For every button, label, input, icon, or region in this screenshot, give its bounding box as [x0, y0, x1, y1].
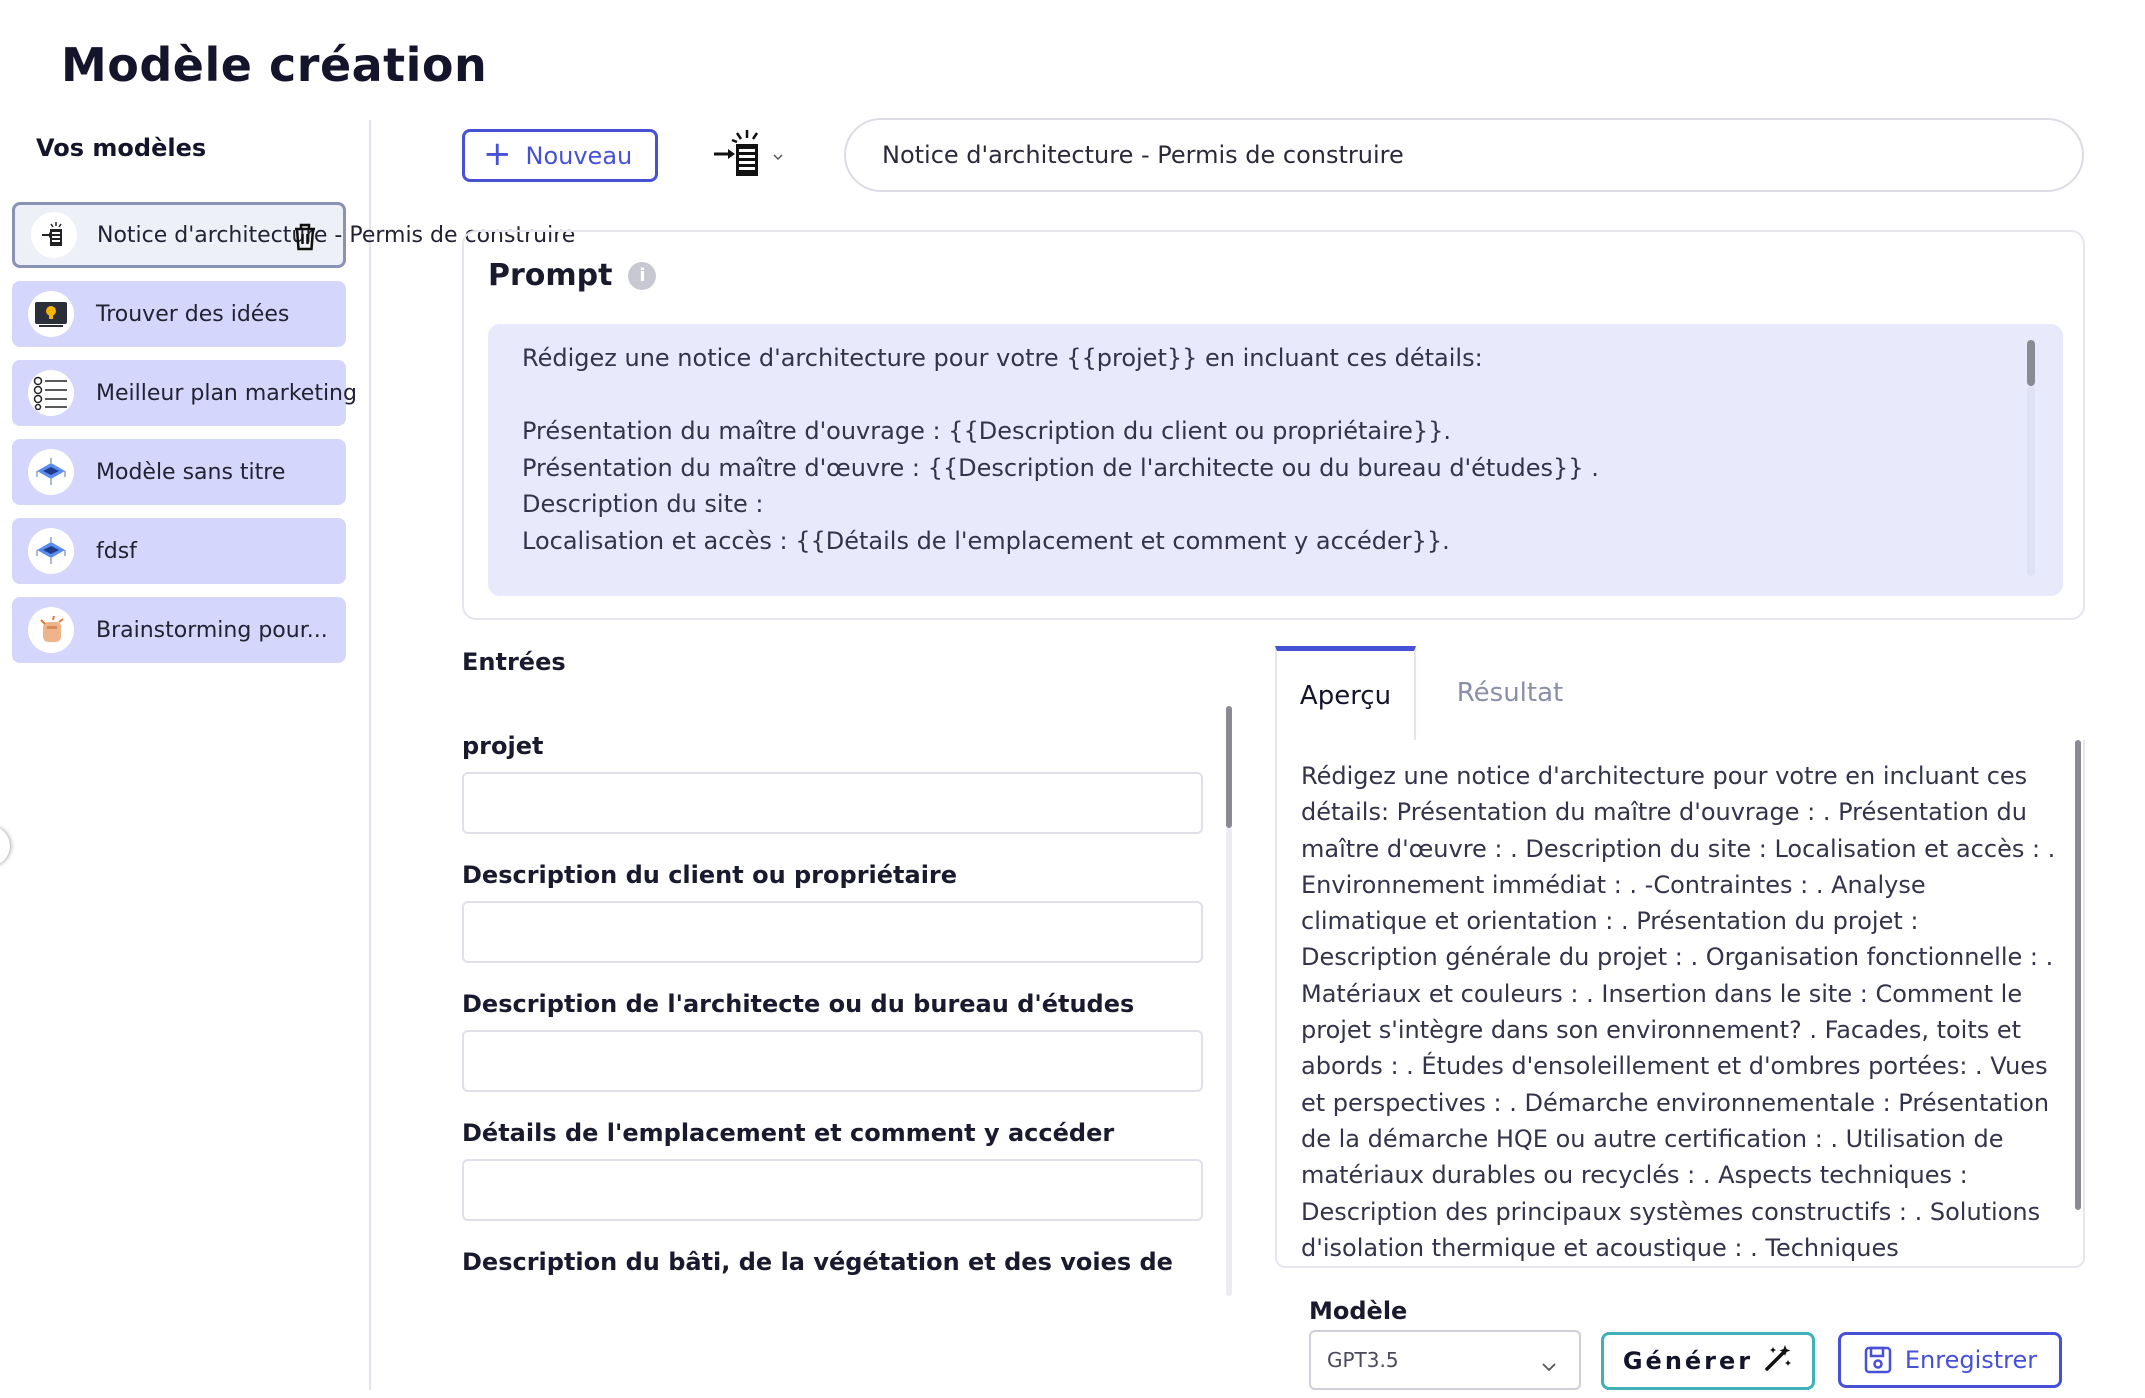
preview-line: d'isolation thermique et acoustique : . Techniques [1301, 1233, 1899, 1262]
field-label-projet: projet [462, 732, 544, 760]
location-details-input[interactable] [462, 1159, 1203, 1221]
preview-line: et perspectives : . Démarche environnementale : Présentation [1301, 1088, 2050, 1117]
tab-resultat[interactable]: Résultat [1456, 678, 1564, 708]
prompt-scroll-track [2027, 386, 2035, 576]
entries-fields [462, 708, 1232, 1296]
lightbulb-icon [28, 291, 74, 337]
prompt-title [488, 258, 656, 293]
entries-scroll-track [1226, 828, 1232, 1296]
layers-icon [28, 449, 74, 495]
chevron-down-icon [1541, 1354, 1557, 1378]
sidebar-item-label: Modèle sans titre [96, 459, 286, 485]
field-label-buildings: Description du bâti, de la végétation et des voies de [462, 1248, 1173, 1276]
save-button[interactable] [1838, 1332, 2062, 1388]
generate-button[interactable] [1601, 1332, 1815, 1390]
generate-label: Générer [1622, 1347, 1754, 1375]
prompt-line: Rédigez une notice d'architecture pour votre {{projet}} en incluant ces détails: [522, 344, 1483, 372]
preview-line: Environnement immédiat : . -Contraintes : . Analyse [1301, 870, 1926, 899]
projet-input[interactable] [462, 772, 1203, 834]
preview-line: abords : . Études d'ensoleillement et d'ombres portées: . Vues [1301, 1052, 2048, 1081]
model-select-value: GPT3.5 [1327, 1348, 1399, 1372]
checklist-icon [28, 370, 74, 416]
preview-tabs [1275, 646, 2085, 740]
sidebar-item-label: Brainstorming pour... [96, 617, 328, 643]
preview-line: projet s'intègre dans son environnement? . Facades, toits et [1301, 1016, 2022, 1045]
preview-line: détails: Présentation du maître d'ouvrage : . Présentation du [1301, 798, 2027, 827]
architect-description-input[interactable] [462, 1030, 1203, 1092]
preview-line: climatique et orientation : . Présentation du projet : [1301, 907, 1919, 936]
plus-icon: + [483, 133, 512, 174]
save-icon [1863, 1345, 1893, 1375]
prompt-line: Présentation du maître d'œuvre : {{Description de l'architecte ou du bureau d'études}} . [522, 453, 1599, 482]
preview-scrollbar[interactable] [2075, 740, 2081, 1210]
field-label-location: Détails de l'emplacement et comment y accéder [462, 1119, 1115, 1147]
new-template-label: Nouveau [525, 141, 633, 170]
preview-line: matériaux durables ou recyclés : . Aspects techniques : [1301, 1161, 1968, 1190]
client-description-input[interactable] [462, 901, 1203, 963]
field-label-client: Description du client ou propriétaire [462, 861, 958, 889]
prompt-line: Description du site : [522, 490, 764, 518]
notice-document-icon [31, 212, 77, 258]
prompt-scrollbar[interactable] [2027, 340, 2035, 386]
prompt-line: Présentation du maître d'ouvrage : {{Description du client ou propriétaire}}. [522, 417, 1452, 445]
tab-apercu[interactable]: Aperçu [1275, 646, 1416, 740]
preview-line: Description des principaux systèmes constructifs : . Solutions [1301, 1197, 2041, 1226]
template-icon-picker[interactable] [712, 126, 792, 186]
page-title: Modèle création [61, 38, 488, 92]
chevron-down-icon [772, 147, 784, 166]
notice-document-icon [712, 126, 772, 186]
prompt-card [462, 230, 2085, 620]
entries-scrollbar[interactable] [1226, 706, 1232, 828]
sidebar-item-ideas[interactable] [12, 281, 346, 347]
sidebar-collapse-handle[interactable] [0, 826, 10, 866]
prompt-title-label: Prompt [488, 258, 613, 293]
sidebar-item-notice[interactable] [12, 202, 576, 268]
preview-line: Description générale du projet : . Organisation fonctionnelle : . [1301, 943, 2054, 972]
new-template-button[interactable] [462, 129, 658, 182]
prompt-line [522, 377, 2029, 414]
sidebar-item-label: Meilleur plan marketing [96, 380, 357, 406]
preview-line: maître d'œuvre : . Description du site : Localisation et accès : . [1301, 834, 2056, 863]
preview-line: de la démarche HQE ou autre certification : . Utilisation de [1301, 1124, 2004, 1153]
sidebar-item-label: Notice d'architecture - Permis de construire [97, 222, 576, 248]
sidebar-item-label: Trouver des idées [96, 301, 290, 327]
preview-panel [1275, 740, 2085, 1268]
trash-icon[interactable] [291, 222, 319, 256]
sidebar-item-label: fdsf [96, 538, 137, 564]
preview-text [1301, 758, 2056, 1266]
sidebar-title: Vos modèles [36, 134, 207, 162]
save-label: Enregistrer [1904, 1346, 2038, 1374]
sidebar-item-brainstorming[interactable] [12, 597, 346, 663]
preview-line: Rédigez une notice d'architecture pour votre en incluant ces [1301, 762, 2028, 790]
info-icon[interactable]: i [628, 262, 656, 290]
magic-wand-icon [1753, 1343, 1793, 1379]
prompt-line: Localisation et accès : {{Détails de l'emplacement et comment y accéder}}. [522, 526, 1450, 555]
layers-icon [28, 528, 74, 574]
sidebar-item-marketing[interactable] [12, 360, 357, 426]
template-name-input[interactable] [844, 118, 2084, 192]
sidebar-item-fdsf[interactable] [12, 518, 346, 584]
model-select[interactable] [1309, 1330, 1581, 1390]
model-label: Modèle [1309, 1297, 1408, 1325]
field-label-architect: Description de l'architecte ou du bureau d'études [462, 990, 1135, 1018]
preview-line: Matériaux et couleurs : . Insertion dans le site : Comment le [1301, 979, 2023, 1008]
prompt-editor[interactable] [488, 324, 2063, 596]
sidebar-item-untitled[interactable] [12, 439, 346, 505]
brainstorm-icon [28, 607, 74, 653]
entries-title: Entrées [462, 648, 566, 676]
